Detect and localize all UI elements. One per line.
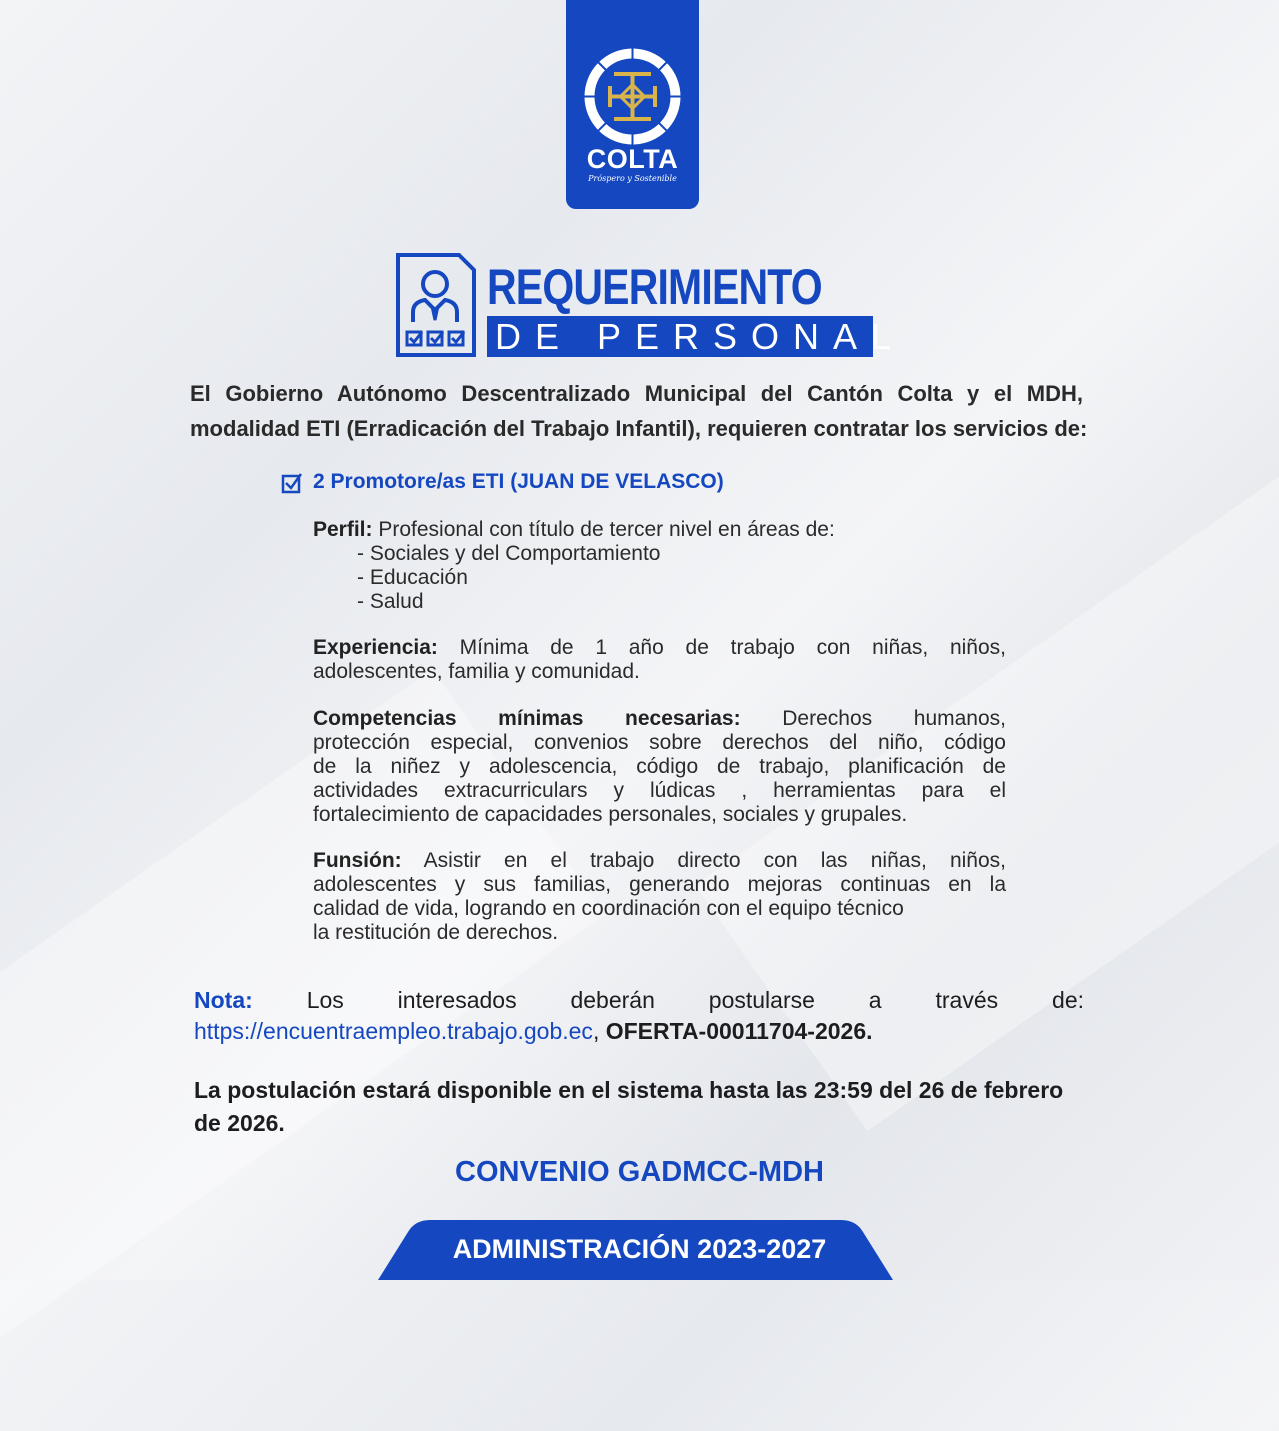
brand-name: COLTA: [586, 144, 679, 174]
nota-line: [194, 1018, 1084, 1045]
funsion-line: [313, 849, 1006, 873]
competencias-line: fortalecimiento de capacidades personales, sociales y grupales.: [313, 803, 908, 826]
deadline-text: La postulación estará disponible en el sistema hasta las 23:59: [194, 1077, 880, 1103]
experiencia-label: Experiencia:: [313, 636, 438, 659]
colta-emblem-icon: [584, 48, 681, 145]
competencias-label: Competencias mínimas necesarias:: [313, 707, 741, 730]
page-title: REQUERIMIENTO: [487, 259, 822, 315]
nota-label: Nota:: [194, 987, 253, 1013]
footer-administration: ADMINISTRACIÓN 2023-2027: [452, 1234, 827, 1264]
experiencia-line: [313, 636, 1006, 660]
intro-line: modalidad ETI (Erradicación del Trabajo Infantil), requieren contratar los servicios de:: [190, 416, 1088, 441]
job-title: 2 Promotore/as ETI (JUAN DE VELASCO): [313, 470, 724, 493]
competencias-text: Derechos humanos,: [740, 707, 1006, 730]
page-subtitle: DE PERSONAL: [487, 316, 873, 357]
separator: ,: [592, 1018, 600, 1044]
nota-text: Los interesados deberán postularse a través de:: [306, 987, 1084, 1013]
nota-line: [194, 987, 1084, 1014]
deadline-date: del 26 de febrero: [879, 1077, 1064, 1103]
funsion-label: Funsión:: [313, 849, 402, 872]
funsion-text: Asistir en el trabajo directo con las niñas, niños,: [401, 849, 1006, 872]
deadline-line: [194, 1077, 1063, 1104]
perfil-item: - Salud: [357, 590, 424, 613]
competencias-line: de la niñez y adolescencia, código de trabajo, planificación de: [313, 755, 1006, 778]
experiencia-line: adolescentes, familia y comunidad.: [313, 660, 640, 683]
competencias-line: actividades extracurriculars y lúdicas , herramientas para el: [313, 779, 1006, 802]
funsion-line: adolescentes y sus familias, generando mejoras continuas en la: [313, 873, 1006, 896]
perfil-item: - Sociales y del Comportamiento: [357, 542, 661, 565]
perfil-text: Profesional con título de tercer nivel en áreas de:: [372, 518, 835, 541]
deadline-line: de 2026.: [194, 1110, 285, 1136]
application-link[interactable]: https://encuentraempleo.trabajo.gob.ec: [194, 1018, 593, 1044]
perfil-item: - Educación: [357, 566, 468, 589]
intro-line: El Gobierno Autónomo Descentralizado Municipal del Cantón Colta y el MDH,: [190, 381, 1083, 406]
logo-band: [566, 0, 699, 209]
perfil-label: Perfil:: [313, 518, 373, 541]
funsion-line: calidad de vida, logrando en coordinación con el equipo técnico: [313, 897, 904, 920]
competencias-line: protección especial, convenios sobre derechos del niño, código: [313, 731, 1006, 754]
experiencia-text: Mínima de 1 año de trabajo con niñas, niños,: [437, 636, 1006, 659]
convenio-label: CONVENIO GADMCC-MDH: [455, 1156, 824, 1188]
candidate-checklist-icon: [395, 252, 477, 358]
funsion-line: la restitución de derechos.: [313, 921, 559, 944]
offer-code: OFERTA-00011704-2026.: [605, 1018, 873, 1044]
brand-slogan: Próspero y Sostenible: [588, 174, 677, 183]
checkbox-checked-icon: [281, 472, 303, 494]
perfil-line: [313, 518, 1006, 542]
competencias-line: [313, 707, 1006, 731]
